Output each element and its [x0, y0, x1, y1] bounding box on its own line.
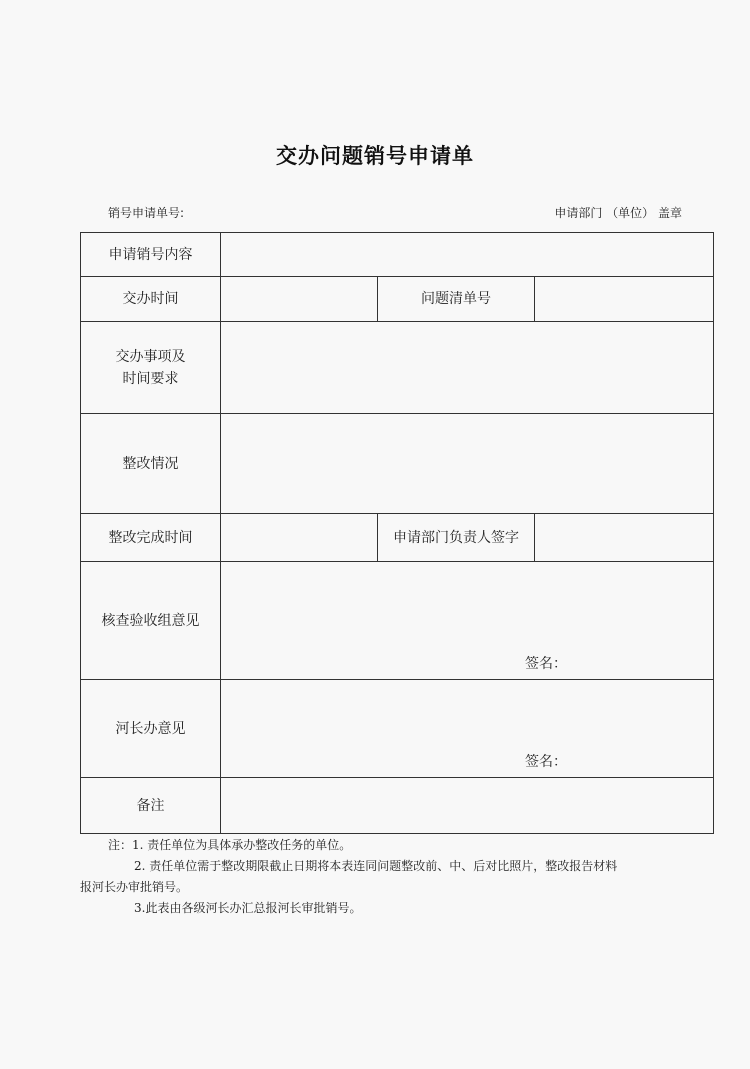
- rectify-label: 整改情况: [81, 414, 221, 514]
- note-line-3: 报河长办审批销号。: [80, 880, 189, 894]
- assign-time-label: 交办时间: [81, 277, 221, 322]
- content-field[interactable]: [221, 233, 714, 277]
- notes-section: [80, 835, 718, 919]
- remarks-field[interactable]: [221, 778, 714, 834]
- table-row: [81, 680, 714, 778]
- problem-list-field[interactable]: [535, 277, 714, 322]
- note-line-1: 注：1. 责任单位为具体承办整改任务的单位。: [108, 838, 352, 852]
- content-label: 申请销号内容: [81, 233, 221, 277]
- river-office-field[interactable]: [221, 680, 714, 778]
- inspect-label: 核查验收组意见: [81, 562, 221, 680]
- note-line-4: 3.此表由各级河长办汇总报河长审批销号。: [134, 901, 362, 915]
- complete-time-label: 整改完成时间: [81, 514, 221, 562]
- application-number-label: 销号申请单号:: [108, 206, 185, 220]
- items-label-line2: 时间要求: [122, 370, 179, 387]
- items-label: [81, 322, 221, 414]
- river-office-label: 河长办意见: [81, 680, 221, 778]
- table-row: [81, 277, 714, 322]
- items-field[interactable]: [221, 322, 714, 414]
- table-row: [81, 322, 714, 414]
- items-label-line1: 交办事项及: [115, 348, 186, 365]
- application-form-table: [80, 232, 714, 834]
- table-row: [81, 562, 714, 680]
- department-stamp-label: 申请部门 （单位） 盖章: [554, 206, 682, 220]
- table-row: [81, 414, 714, 514]
- inspect-field[interactable]: [221, 562, 714, 680]
- table-row: [81, 514, 714, 562]
- rectify-field[interactable]: [221, 414, 714, 514]
- page-title: 交办问题销号申请单: [276, 144, 474, 168]
- river-office-signature-label: 签名：: [525, 754, 567, 770]
- inspect-signature-label: 签名：: [525, 656, 567, 672]
- table-row: [81, 233, 714, 277]
- table-row: [81, 778, 714, 834]
- assign-time-field[interactable]: [221, 277, 378, 322]
- dept-sign-label: 申请部门负责人签字: [378, 514, 535, 562]
- problem-list-label: 问题清单号: [378, 277, 535, 322]
- dept-sign-field[interactable]: [535, 514, 714, 562]
- note-line-2: 2. 责任单位需于整改期限截止日期将本表连同问题整改前、中、后对比照片，整改报告材料: [134, 859, 618, 873]
- remarks-label: 备注: [81, 778, 221, 834]
- complete-time-field[interactable]: [221, 514, 378, 562]
